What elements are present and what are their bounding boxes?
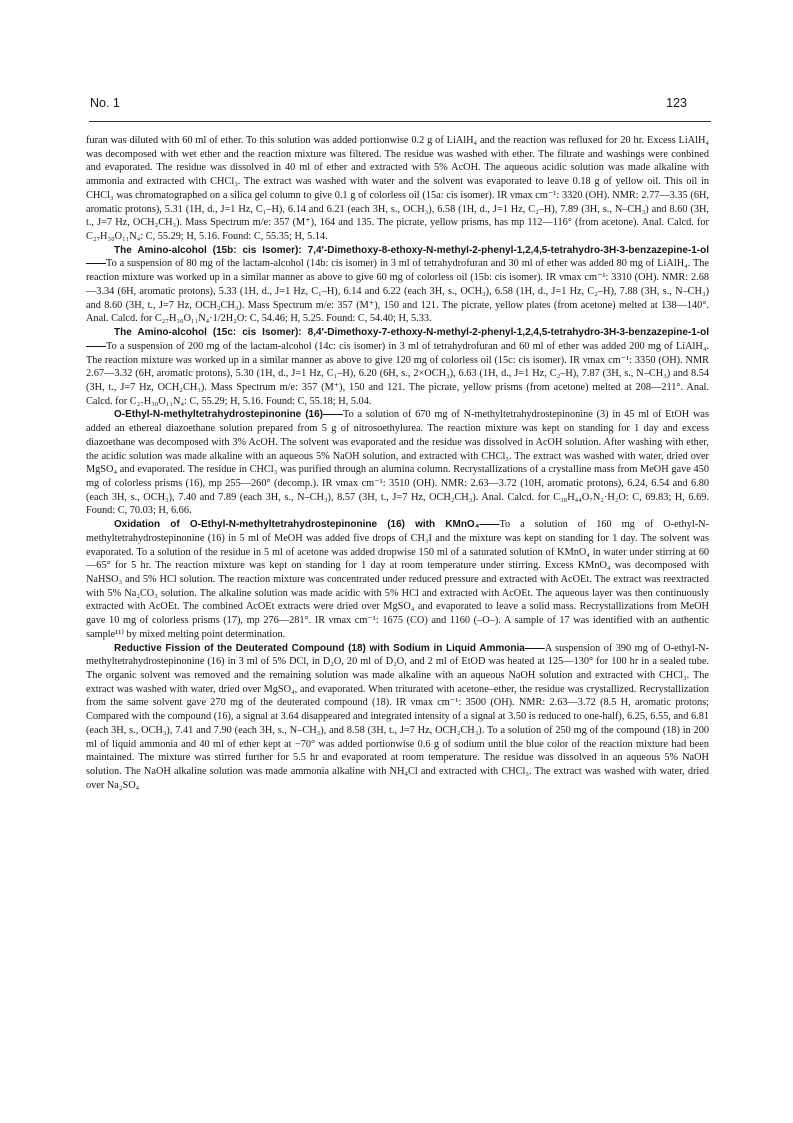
header-rule	[89, 121, 711, 122]
paragraph-oxidation-kmno4	[86, 518, 709, 641]
section-heading: The Amino-alcohol (15b: cis Isomer): 7,4′-Dimethoxy-8-ethoxy-N-methyl-2-phenyl-1,2,4,5-tetrahydro-3H-3-benzazepine-1-ol——	[86, 244, 709, 270]
section-heading: Oxidation of O-Ethyl-N-methyltetrahydrostepinonine (16) with KMnO₄——	[114, 519, 500, 531]
paragraph-amino-alcohol-15c	[86, 326, 709, 408]
section-heading: O-Ethyl-N-methyltetrahydrostepinonine (16)——	[114, 409, 343, 421]
paragraph-text: To a suspension of 80 mg of the lactam-alcohol (14b: cis isomer) in 3 ml of tetrahydrofuran and 30 ml of ether was added 80 mg of LiAlH₄. The reaction mixture was worked up in a similar manner as above to give 60 mg of colorless oil (15b: cis isomer). IR νmax cm⁻¹: 3310 (OH). NMR: 2.68—3.34 (6H, aromatic protons), 5.33 (1H, d., J=1 Hz, C₁–H), 6.14 and 6.22 (each 3H, s., OCH₃), 6.58 (1H, d., J=1 Hz, C₂–H), 7.88 (3H, s., N–CH₃) and 8.60 (3H, t., J=7 Hz, OCH₂CH₃). Mass Spectrum m/e: 357 (M⁺), 150 and 121. The picrate, yellow plates (from acetone) melted at 138—140°. Anal. Calcd. for C₂₇H₃₀O₁₁N₄·1/2H₂O: C, 54.46; H, 5.25. Found: C, 54.40; H, 5.33.	[86, 258, 709, 325]
paragraph-text: To a solution of 670 mg of N-methyltetrahydrostepinonine (3) in 45 ml of EtOH was added an ethereal diazoethane solution prepared from 5 g of nitrosoethylurea. The reaction mixture was kept on standing for 1 day and excess diazoethane was decomposed with 3% AcOH. The solvent was evaporated and the residue was dissolved in AcOH solution. After washing with ether, the acidic solution was made alkaline with an aqueous 5% NaOH solution, and extracted with CHCl₃. The extract was washed with water, dried over MgSO₄ and evaporated. The residue in CHCl₃ was purified through an alumina column. Recrystallizations of a crystalline mass from MeOH gave 450 mg of colorless prisms (16), mp 255—260° (decomp.). IR νmax cm⁻¹: 3510 (OH). NMR: 2.63—3.72 (10H, aromatic protons), 6.24, 6.54 and 6.80 (each 3H, s., OCH₃), 7.40 and 7.89 (each 3H, s., N–CH₃), 8.57 (3H, t., J=7 Hz, OCH₂CH₃). Anal. Calcd. for C₃₈H₄₄O₇N₂·H₂O: C, 69.83; H, 6.69. Found: C, 70.03; H, 6.66.	[86, 409, 709, 517]
paragraph-text: A suspension of 390 mg of O-ethyl-N-methyltetrahydrostepinonine (16) in 3 ml of 5% DCl, in D₂O, 20 ml of D₂O, and 2 ml of EtOD was heated at 125—130° for 100 hr in a sealed tube. The organic solvent was removed and the remaining solution was made alkaline with an aqueous NaOH solution and extracted with CHCl₃. The extract was washed with water, dried over MgSO₄, and evaporated. When triturated with acetone–ether, the residue was crystallized. Recrystallization from the same solvent gave 270 mg of the deuterated compound (18). IR νmax cm⁻¹: 3500 (OH). NMR: 2.63—3.72 (8.5 H, aromatic protons; Compared with the compound (16), a signal at 3.64 disappeared and integrated intensity of a signal at 3.50 is reduced to one-half), 6.25, 6.55, and 6.81 (each 3H, s., OCH₃), 7.41 and 7.90 (each 3H, s., N–CH₃), and 8.58 (3H, t., J=7 Hz, OCH₂CH₃). To a solution of 250 mg of the compound (18) in 200 ml of liquid ammonia and 40 ml of ether kept at −70° was added portionwise 0.6 g of sodium until the blue color of the reaction mixture had been maintained. The mixture was stirred further for 5.5 hr and evaporated at room temperature. The residue was dissolved in an aqueous 5% NaOH solution. The NaOH alkaline solution was made ammonia alkaline with NH₄Cl and extracted with CHCl₃. The extract was washed with water, dried over Na₂SO₄	[86, 642, 710, 791]
journal-issue: No. 1	[90, 96, 120, 110]
paragraph-reductive-fission	[86, 642, 709, 793]
running-head	[90, 96, 687, 114]
section-heading: Reductive Fission of the Deuterated Compound (18) with Sodium in Liquid Ammonia——	[114, 642, 545, 654]
paragraph-text: To a solution of 160 mg of O-ethyl-N-methyltetrahydrostepinonine (16) in 5 ml of MeOH was added five drops of CH₃I and the mixture was kept on standing for 1 day. The solvent was evaporated. To a solution of the residue in 5 ml of acetone was added dropwise 150 ml of a saturated solution of KMnO₄ in water under stirring at 60—65° for 5 hr. The reaction mixture was kept on standing for 1 day at room temperature under stirring. Excess KMnO₄ was decomposed with NaHSO₃ and 5% HCl solution. The reaction mixture was concentrated under reduced pressure and extracted with AcOEt. The extract was reextracted with 5% Na₂CO₃ solution. The alkaline solution was made acidic with 5% HCl and extracted with AcOEt. The aqueous layer was then continuously extracted with AcOEt. The combined AcOEt extracts were dried over MgSO₄ and evaporated to leave a solid mass. Recrystallizations from MeOH gave 10 mg of colorless prisms (17), mp 276—281°. IR νmax cm⁻¹: 1675 (CO) and 1160 (–O–). A sample of 17 was identified with an authentic sample¹¹⁾ by mixed melting point determination.	[86, 519, 709, 640]
paragraph-continuation	[86, 134, 709, 244]
paragraph-text: To a suspension of 200 mg of the lactam-alcohol (14c: cis isomer) in 3 ml of tetrahydrofuran and 60 ml of ether was added 200 mg of LiAlH₄. The reaction mixture was worked up in a similar manner as above to give 120 mg of colorless oil (15c: cis isomer). IR νmax cm⁻¹: 3350 (OH). NMR 2.67—3.32 (6H, aromatic protons), 5.30 (1H, d., J=1 Hz, C₁–H), 6.20 (6H, s., 2×OCH₃), 6.63 (1H, d., J=1 Hz, C₂–H), 7.87 (3H, s., N–CH₃) and 8.54 (3H, t., J=7 Hz, OCH₂CH₃). Mass Spectrum m/e: 357 (M⁺), 150 and 121. The picrate, yellow prisms (from acetone) melted at 208—211°. Anal. Calcd. for C₂₇H₃₀O₁₁N₄: C, 55.29; H, 5.16. Found: C, 55.18; H, 5.04.	[86, 340, 709, 407]
paragraph-amino-alcohol-15b	[86, 244, 709, 326]
paragraph-o-ethyl-16	[86, 408, 709, 518]
section-heading: The Amino-alcohol (15c: cis Isomer): 8,4′-Dimethoxy-7-ethoxy-N-methyl-2-phenyl-1,2,4,5-tetrahydro-3H-3-benzazepine-1-ol——	[86, 327, 709, 352]
page-number: 123	[666, 96, 687, 110]
body-text	[86, 134, 709, 793]
paragraph-text: furan was diluted with 60 ml of ether. To this solution was added portionwise 0.2 g of LiAlH₄ and the reaction was refluxed for 20 hr. Excess LiAlH₄ was decomposed with wet ether and the reaction mixture was filtered. The residue was washed with ether. The filtrate and washings were conbined and evaporated. The residue was dissolved in 40 ml of ether and extracted with 5% AcOH. The aqueous acidic solution was made alkaline with ammonia and extracted with CHCl₃. The extract was washed with water and the solvent was evaporated to leave 0.18 g of yellow oil. This oil in CHCl₃ was chromatographed on a silica gel column to give 0.1 g of colorless oil (15a: cis isomer). IR νmax cm⁻¹: 3320 (OH). NMR: 2.77—3.35 (6H, aromatic protons), 5.31 (1H, d., J=1 Hz, C₁–H), 6.14 and 6.21 (each 3H, s., OCH₃), 6.58 (1H, d., J=1 Hz, C₂–H), 7.89 (3H, s., N–CH₃) and 8.60 (3H, t., J=7 Hz, OCH₂CH₃). Mass Spectrum m/e: 357 (M⁺), 164 and 135. The picrate, yellow prisms, has mp 112—116° (from acetone). Anal. Calcd. for C₂₇H₃₀O₁₁N₄: C, 55.29; H, 5.16. Found: C, 55.35; H, 5.14.	[86, 135, 709, 243]
